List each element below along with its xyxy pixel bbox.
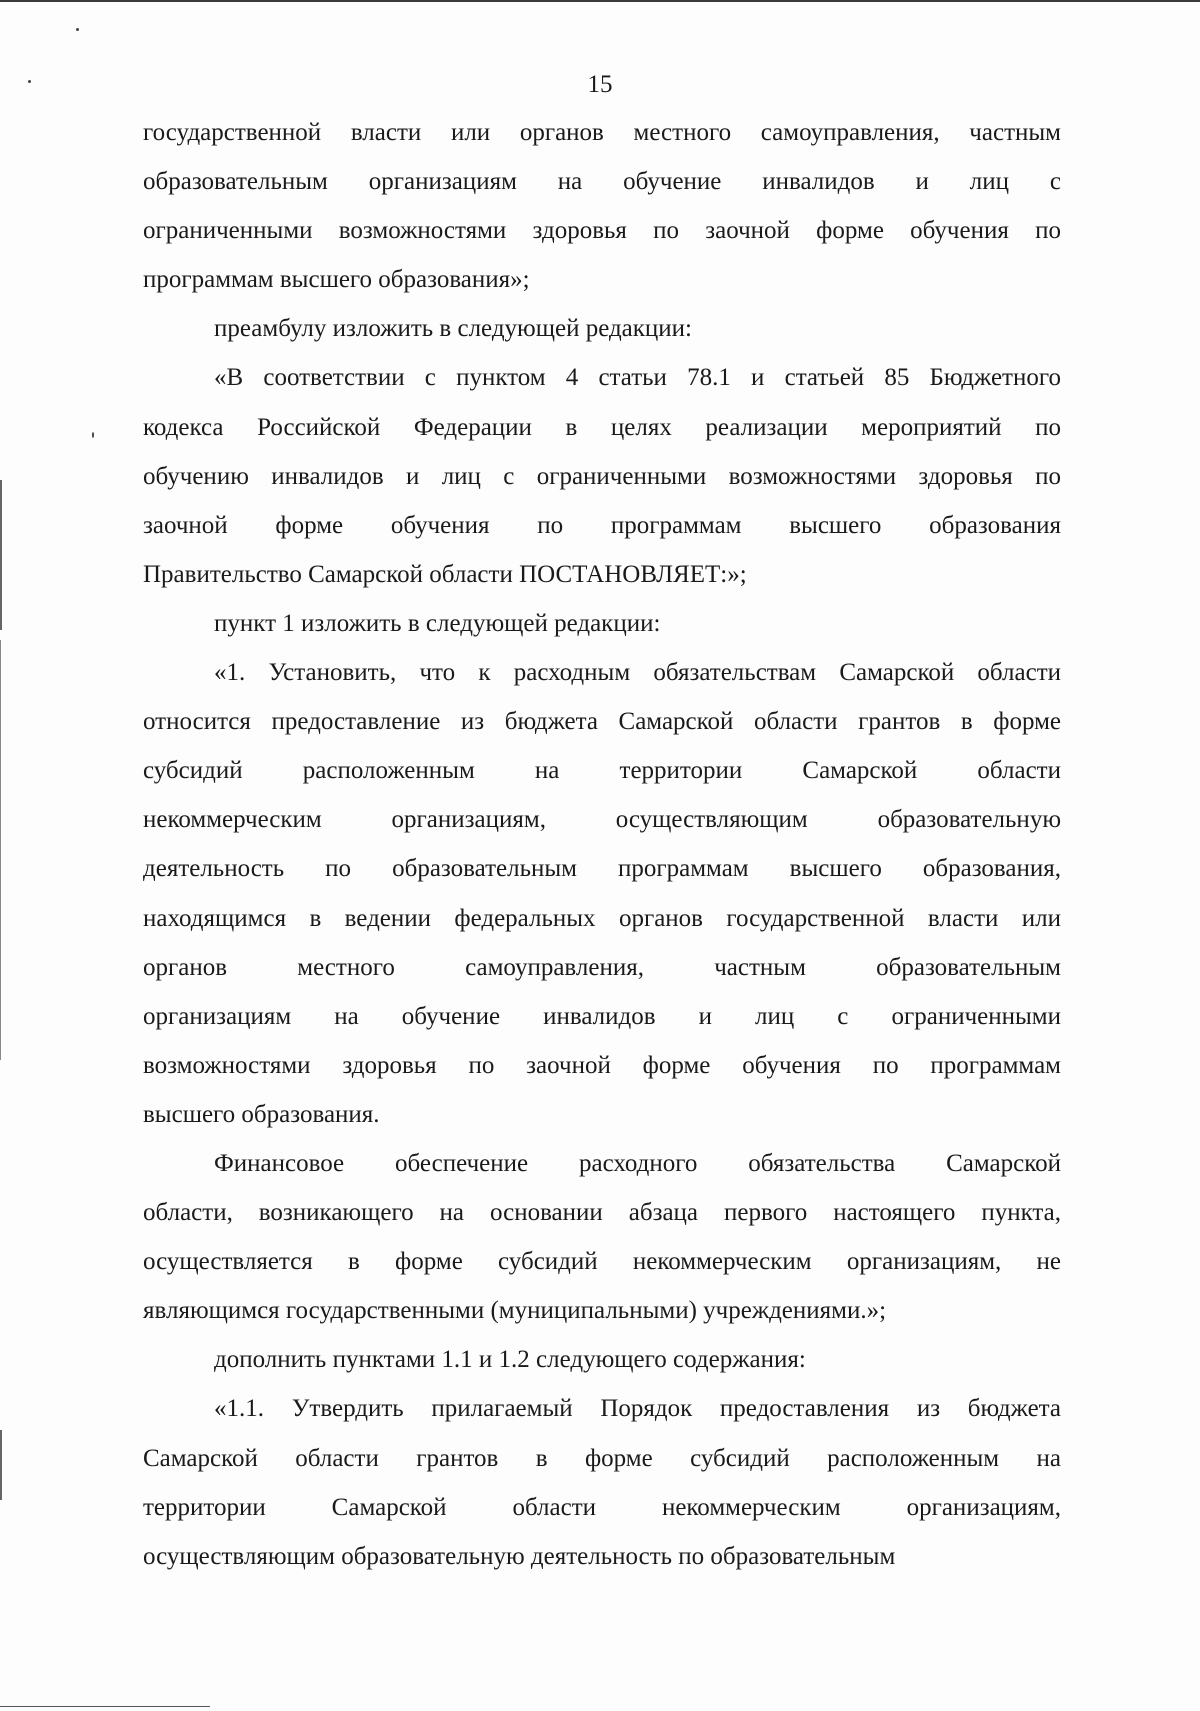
- text-line: обучению инвалидов и лиц с ограниченными возможностями здоровья по: [143, 462, 1061, 490]
- text-line: Правительство Самарской области ПОСТАНОВЛЯЕТ:»;: [143, 560, 747, 588]
- text-line: осуществляется в форме субсидий некоммерческим организациям, не: [143, 1248, 1061, 1276]
- text-line: «1.1. Утвердить прилагаемый Порядок предоставления из бюджета: [214, 1395, 1061, 1423]
- text-line: организациям на обучение инвалидов и лиц с ограниченными: [143, 1002, 1061, 1030]
- text-line: области, возникающего на основании абзаца первого настоящего пункта,: [143, 1199, 1061, 1227]
- text-line: органов местного самоуправления, частным образовательным: [143, 953, 1061, 981]
- text-line: находящимся в ведении федеральных органов государственной власти или: [143, 904, 1061, 932]
- text-line: Финансовое обеспечение расходного обязательства Самарской: [214, 1149, 1061, 1177]
- text-line: являющимся государственными (муниципальными) учреждениями.»;: [143, 1297, 887, 1325]
- scan-left-edge-mark: [0, 640, 1, 1060]
- text-line: образовательным организациям на обучение инвалидов и лиц с: [143, 168, 1061, 196]
- text-line: кодекса Российской Федерации в целях реализации мероприятий по: [143, 413, 1061, 441]
- text-line: преамбулу изложить в следующей редакции:: [214, 315, 693, 343]
- text-line: Самарской области грантов в форме субсидий расположенным на: [143, 1444, 1061, 1472]
- text-line: пункт 1 изложить в следующей редакции:: [214, 609, 661, 637]
- text-line: государственной власти или органов местного самоуправления, частным: [143, 119, 1061, 146]
- document-body: [143, 108, 1061, 1581]
- scan-top-border: [0, 0, 1200, 2]
- scan-bottom-mark: [0, 1706, 210, 1707]
- scan-speck: [92, 432, 94, 438]
- text-line: относится предоставление из бюджета Самарской области грантов в форме: [143, 708, 1061, 736]
- scan-left-edge-mark: [0, 480, 2, 630]
- text-line: осуществляющим образовательную деятельность по образовательным: [143, 1542, 896, 1570]
- text-line: высшего образования.: [143, 1100, 380, 1128]
- text-line: некоммерческим организациям, осуществляющим образовательную: [143, 806, 1061, 834]
- text-line: программам высшего образования»;: [143, 266, 530, 294]
- text-line: возможностями здоровья по заочной форме обучения по программам: [143, 1051, 1061, 1079]
- text-line: субсидий расположенным на территории Самарской области: [143, 757, 1061, 785]
- text-line: «В соответствии с пунктом 4 статьи 78.1 и статьей 85 Бюджетного: [214, 364, 1061, 392]
- scan-speck: [76, 28, 79, 31]
- text-line: заочной форме обучения по программам высшего образования: [143, 511, 1061, 539]
- text-line: ограниченными возможностями здоровья по заочной форме обучения по: [143, 217, 1061, 245]
- text-line: территории Самарской области некоммерческим организациям,: [143, 1493, 1061, 1521]
- text-line: деятельность по образовательным программам высшего образования,: [143, 855, 1061, 883]
- scan-left-edge-mark: [0, 1430, 2, 1500]
- text-line: «1. Установить, что к расходным обязательствам Самарской области: [214, 659, 1061, 687]
- text-line: дополнить пунктами 1.1 и 1.2 следующего содержания:: [214, 1346, 806, 1374]
- page-number: 15: [587, 71, 613, 98]
